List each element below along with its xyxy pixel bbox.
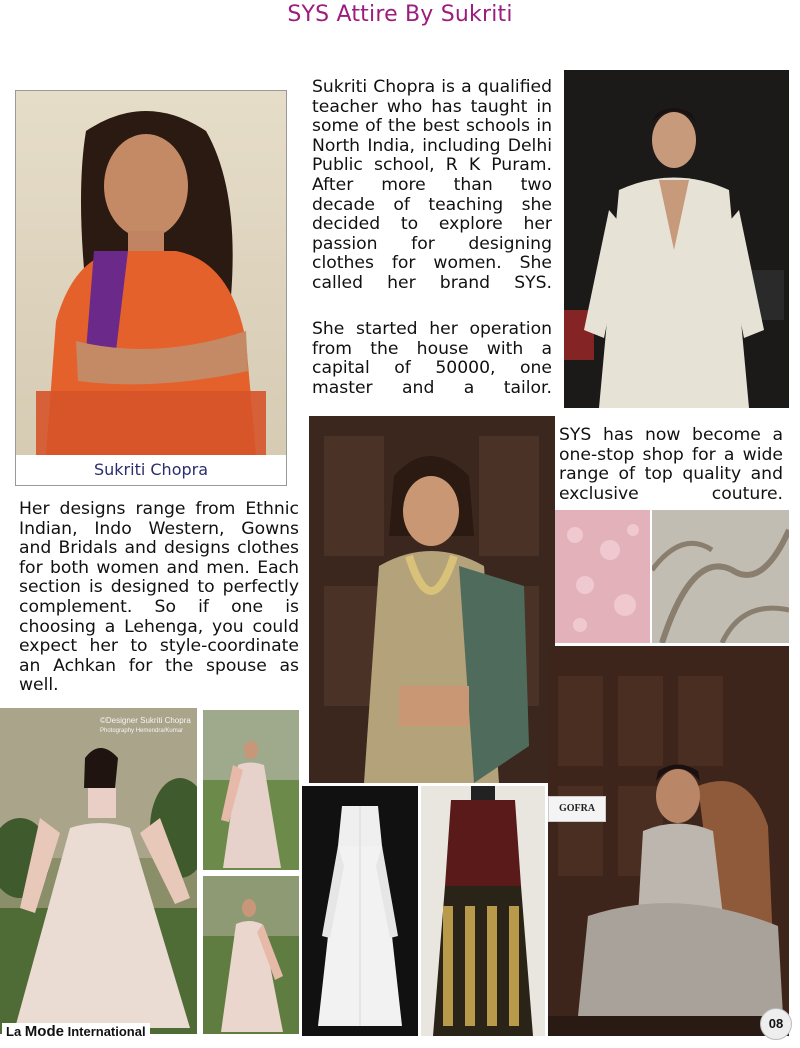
paragraph-designs: Her designs range from Ethnic Indian, Indo Western, Gowns and Bridals and designs clothes for both women and men. Each section is designed to perfectly complement. So if one is choosing a Lehenga, you could expect her to style-coordinate an Achkan for the spouse as well.	[19, 499, 299, 696]
lehenga-small-photo-top	[203, 710, 299, 870]
page-title: SYS Attire By Sukriti	[287, 2, 513, 27]
brand-suffix: International	[63, 1024, 146, 1039]
white-gown-photo	[302, 786, 418, 1036]
photo-watermark	[100, 716, 191, 736]
paragraph-intro: Sukriti Chopra is a qualified teacher who has taught in some of the best schools in North India, including Delhi Public school, R K Puram. After more than two decade of teaching she decided to explore her passion for designing clothes for women. She called her brand SYS.	[312, 77, 552, 293]
designer-portrait-photo	[16, 91, 286, 455]
store-sign: GOFRA	[548, 796, 606, 822]
embroidery-fabric-photo	[652, 510, 789, 643]
portrait-caption: Sukriti Chopra	[15, 455, 287, 486]
page-number: 08	[760, 1008, 792, 1040]
paragraph-start: She started her operation from the house with a capital of 50000, one master and a tailor.	[312, 319, 552, 398]
publication-brand	[2, 1023, 150, 1040]
black-gold-lehenga-photo	[421, 786, 545, 1036]
watermark-line2: Photography Hemendra/Kumar	[100, 728, 184, 734]
lehenga-small-photo-bottom	[203, 876, 299, 1034]
brand-bold: Mode	[24, 1023, 64, 1040]
bride-photo	[309, 416, 555, 783]
brand-prefix: La	[6, 1024, 25, 1039]
seated-gown-photo	[548, 646, 789, 1036]
pink-lehenga-photo	[0, 708, 197, 1034]
pink-fabric-photo	[555, 510, 650, 643]
runway-model-photo	[564, 70, 789, 408]
paragraph-one-stop: SYS has now become a one-stop shop for a wide range of top quality and exclusive couture.	[559, 425, 783, 504]
watermark-line1: ©Designer Sukriti Chopra	[100, 716, 191, 725]
